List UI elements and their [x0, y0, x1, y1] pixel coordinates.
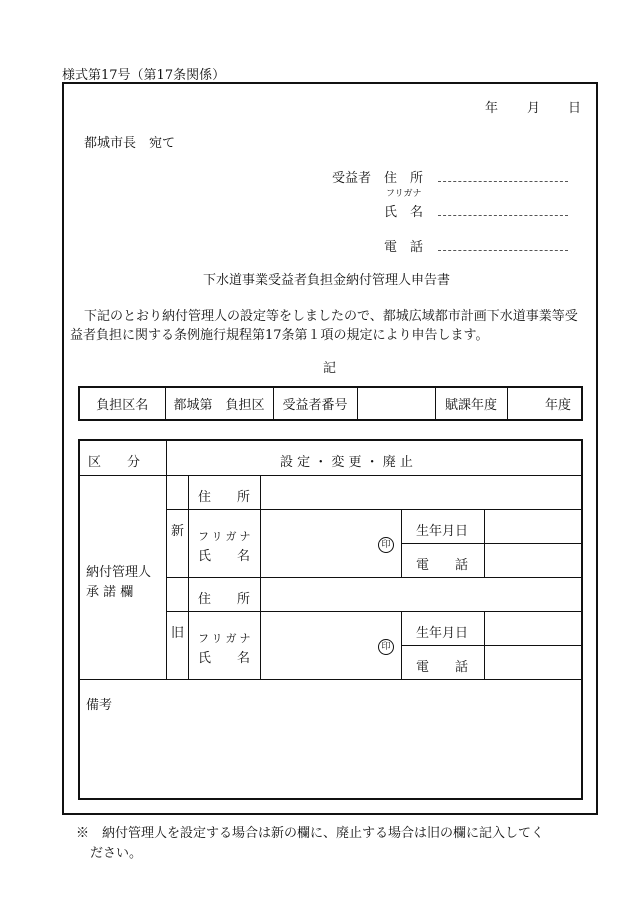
old-phone-label: 電 話 [416, 660, 469, 675]
form-title: 下水道事業受益者負担金納付管理人申告書 [203, 273, 451, 288]
old-birth-input[interactable] [485, 612, 580, 645]
old-furigana-label: フリガナ [198, 632, 254, 645]
new-address-label: 住 所 [198, 490, 251, 505]
category-label: 区 分 [88, 455, 141, 470]
beneficiary-no-label: 受益者番号 [273, 387, 357, 420]
applicant-phone-input[interactable] [438, 236, 568, 251]
new-name-label: 氏 名 [198, 549, 251, 564]
tax-year-value[interactable]: 年度 [507, 387, 582, 420]
applicant-address-input[interactable] [438, 167, 568, 182]
addressee: 都城市長 宛て [84, 136, 176, 151]
new-furigana-label: フリガナ [198, 530, 254, 543]
old-seal-icon [378, 638, 394, 655]
applicant-phone-label: 電 話 [384, 240, 424, 255]
form-number: 様式第17号（第17条関係） [62, 68, 226, 83]
new-seal-text: 印 [378, 537, 394, 553]
old-address-input[interactable] [261, 578, 580, 611]
ki-mark: 記 [323, 361, 337, 376]
new-phone-label: 電 話 [416, 558, 469, 573]
old-address-label: 住 所 [198, 592, 251, 607]
body-line-2: 益者負担に関する条例施行規程第17条第１項の規定により申告します。 [70, 328, 489, 343]
district-label: 負担区名 [79, 387, 165, 420]
date-year: 年 [485, 101, 499, 116]
new-birth-label: 生年月日 [416, 524, 469, 539]
old-label: 旧 [171, 626, 185, 641]
old-phone-input[interactable] [485, 646, 580, 679]
old-name-label: 氏 名 [198, 651, 251, 666]
old-seal-text: 印 [378, 639, 394, 655]
agent-label-1: 納付管理人 [86, 565, 152, 580]
applicant-name-label: 氏 名 [384, 205, 424, 220]
date-day: 日 [568, 101, 582, 116]
district-value[interactable]: 都城第 負担区 [165, 387, 273, 420]
remarks-input[interactable] [80, 716, 580, 798]
new-label: 新 [171, 524, 185, 539]
note-line-2: ださい。 [90, 846, 143, 861]
applicant-label: 受益者 [332, 171, 372, 186]
body-line-1: 下記のとおり納付管理人の設定等をしましたので、都城広域都市計画下水道事業等受 [84, 309, 578, 324]
agent-label-2: 承 諾 欄 [86, 585, 134, 600]
district-table [78, 386, 583, 421]
applicant-address-label: 住 所 [384, 171, 424, 186]
remarks-label: 備考 [86, 698, 113, 713]
date-month: 月 [527, 101, 541, 116]
new-birth-input[interactable] [485, 510, 580, 543]
note-line-1: ※ 納付管理人を設定する場合は新の欄に、廃止する場合は旧の欄に記入してく [76, 826, 545, 841]
agent-table [78, 439, 583, 800]
new-phone-input[interactable] [485, 544, 580, 577]
applicant-furigana-label: フリガナ [386, 189, 422, 199]
new-seal-icon [378, 536, 394, 553]
old-birth-label: 生年月日 [416, 626, 469, 641]
applicant-name-input[interactable] [438, 201, 568, 216]
new-address-input[interactable] [261, 476, 580, 509]
beneficiary-no-value[interactable] [357, 387, 435, 420]
action-label[interactable]: 設 定 ・ 変 更 ・ 廃 止 [280, 455, 413, 470]
tax-year-label: 賦課年度 [435, 387, 507, 420]
